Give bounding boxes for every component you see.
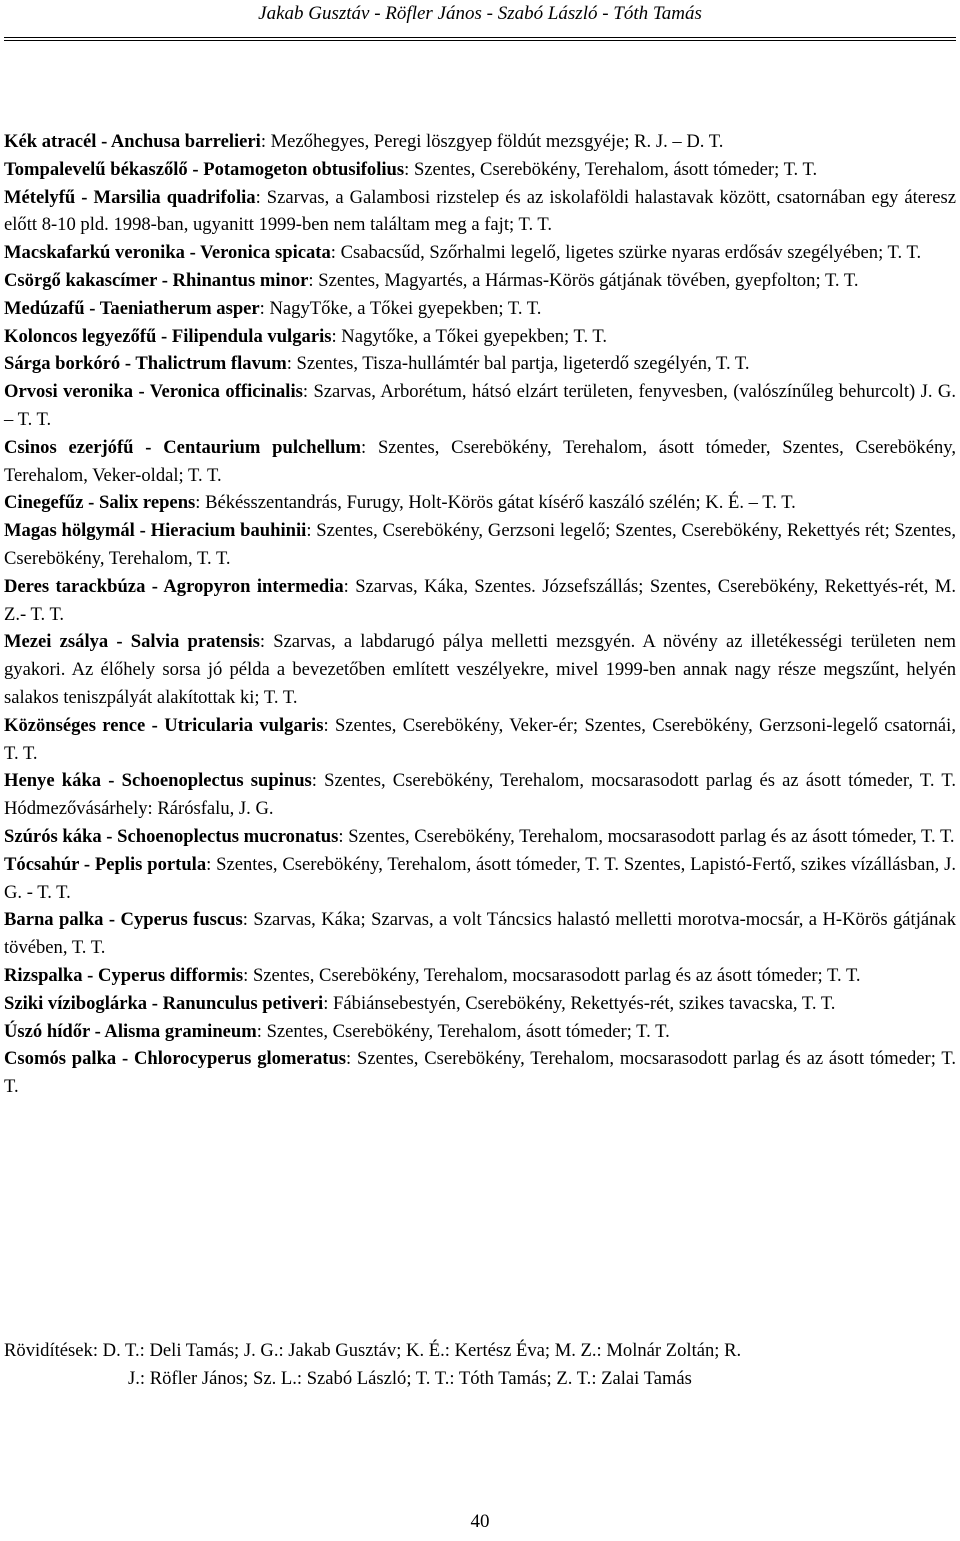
species-entry [4,712,956,768]
species-name: Magas hölgymál - Hieracium bauhinii [4,520,307,542]
species-name: Orvosi veronika - Veronica officinalis [4,381,303,403]
abbreviations-note [4,1337,956,1393]
species-entry [4,434,956,490]
species-localities: : Szentes, Cserebökény, Terehalom, mocsarasodott parlag és az ásott tómeder, T. T. [338,825,955,847]
species-entry [4,489,956,517]
species-localities: : Szentes, Magyartés, a Hármas-Körös gátjának tövében, gyepfolton; T. T. [308,269,859,291]
species-localities: : Szentes, Cserebökény, Veker-ér; Szentes, Cserebökény, Gerzsoni-legelő csatornái, T. T. [4,714,956,764]
species-name: Közönséges rence - Utricularia vulgaris [4,714,324,736]
species-name: Szúrós káka - Schoenoplectus mucronatus [4,825,339,847]
species-localities: : Szarvas, Káka, Szentes. Józsefszállás; Szentes, Cserebökény, Rekettyés-rét, M. Z.- T. T. [4,575,956,625]
species-name: Barna palka - Cyperus fuscus [4,909,243,931]
species-name: Csinos ezerjófű - Centaurium pulchellum [4,436,361,458]
species-name: Kék atracél - Anchusa barrelieri [4,131,261,152]
species-name: Macskafarkú veronika - Veronica spicata [4,242,331,264]
species-name: Koloncos legyezőfű - Filipendula vulgaris [4,325,332,347]
species-entry [4,128,956,156]
species-name: Mételyfű - Marsilia quadrifolia [4,186,256,208]
species-name: Mezei zsálya - Salvia pratensis [4,631,260,653]
species-entry [4,267,956,295]
species-localities: : NagyTőke, a Tőkei gyepekben; T. T. [259,297,542,319]
species-name: Csörgő kakascímer - Rhinantus minor [4,269,309,291]
header-rule [4,37,956,38]
species-localities: : Szentes, Cserebökény, Terehalom, mocsarasodott parlag és az ásott tómeder; T. T. [4,1048,956,1098]
species-name: Henye káka - Schoenoplectus supinus [4,770,312,792]
species-localities: : Fábiánsebestyén, Cserebökény, Rekettyés-rét, szikes tavacska, T. T. [323,992,836,1014]
species-entry [4,184,956,240]
species-localities: : Szentes, Tisza-hullámtér bal partja, ligeterdő szegélyén, T. T. [286,353,750,375]
species-localities: : Békésszentandrás, Furugy, Holt-Körös gátat kísérő kaszáló szélén; K. É. – T. T. [195,492,796,514]
species-entry [4,1045,956,1101]
species-entry [4,906,956,962]
species-name: Tompalevelű békaszőlő - Potamogeton obtusifolius [4,158,405,180]
species-localities: : Nagytőke, a Tőkei gyepekben; T. T. [331,325,608,347]
abbreviations-line-2: J.: Röfler János; Sz. L.: Szabó László; T. T.: Tóth Tamás; Z. T.: Zalai Tamás [128,1367,692,1389]
species-entry [4,628,956,711]
species-name: Csomós palka - Chlorocyperus glomeratus [4,1048,347,1070]
species-entry [4,517,956,573]
species-entry [4,378,956,434]
species-localities: : Mezőhegyes, Peregi löszgyep földút mezsgyéje; R. J. – D. T. [260,131,724,152]
species-entry [4,573,956,629]
species-localities: : Szentes, Cserebökény, Gerzsoni legelő; Szentes, Cserebökény, Rekettyés rét; Szentes, Cserebökény, Terehalom, T. T. [4,520,957,569]
species-localities: : Szarvas, a labdarugó pálya melletti mezsgyén. A növény az illetékességi területen nem gyakori. Az élőhely sorsa jó példa a bevezetőben említett veszélyekre, mivel 1999-ben annak nagy része megszűnt, helyén salakos teniszpályát alakítottak ki; T. T. [4,631,956,708]
species-entry [4,156,956,184]
species-name: Cinegefűz - Salix repens [4,492,196,514]
species-entry [4,239,956,267]
species-entry [4,851,956,907]
species-localities: : Szarvas, a Galambosi rizstelep és az iskolaföldi halastavak között, csatornában egy áteresz előtt 8-10 pld. 1998-ban, ugyanitt 1999-ben nem találtam meg a fajt; T. T. [4,186,956,236]
species-entry [4,990,956,1018]
species-entry [4,350,956,378]
running-header: Jakab Gusztáv - Röfler János - Szabó László - Tóth Tamás [258,3,702,24]
species-name: Tócsahúr - Peplis portula [4,853,207,875]
species-localities: : Szentes, Cserebökény, Terehalom, ásott tómeder; T. T. [256,1020,670,1042]
species-entry [4,295,956,323]
species-name: Medúzafű - Taeniatherum asper [4,297,260,319]
species-entry [4,1018,956,1046]
species-name: Rizspalka - Cyperus difformis [4,964,244,986]
species-entry [4,323,956,351]
species-localities: : Szarvas, Arborétum, hátsó elzárt területen, fenyvesben, (valószínűleg behurcolt) J. G. – T. T. [4,381,956,430]
species-localities: : Szarvas, Káka; Szarvas, a volt Táncsics halastó melletti morotva-mocsár, a H-Körös gátjának tövében, T. T. [4,909,956,959]
species-name: Sziki víziboglárka - Ranunculus petiveri [4,992,324,1014]
species-name: Deres tarackbúza - Agropyron intermedia [4,575,344,597]
species-localities: : Szentes, Cserebökény, Terehalom, ásott tómeder; T. T. [404,158,818,180]
header-rule-secondary [4,40,956,41]
species-localities: : Csabacsűd, Szőrhalmi legelő, ligetes szürke nyaras erdősáv szegélyében; T. T. [330,242,922,264]
page-number: 40 [470,1511,490,1532]
species-name: Úszó hídőr - Alisma gramineum [4,1020,257,1042]
abbreviations-line-1: Rövidítések: D. T.: Deli Tamás; J. G.: Jakab Gusztáv; K. É.: Kertész Éva; M. Z.: Molnár Zoltán; R. [4,1340,742,1361]
species-entry [4,962,956,990]
species-entry [4,767,956,823]
species-localities: : Szentes, Cserebökény, Terehalom, ásott tómeder, T. T. Szentes, Lapistó-Fertő, szikes vízállásban, J. G. - T. T. [4,853,956,903]
species-name: Sárga borkóró - Thalictrum flavum [4,353,287,375]
species-entry [4,823,956,851]
species-localities: : Szentes, Cserebökény, Terehalom, ásott tómeder, Szentes, Cserebökény, Terehalom, Veker-oldal; T. T. [4,436,957,486]
species-localities: : Szentes, Cserebökény, Terehalom, mocsarasodott parlag és az ásott tómeder; T. T. [243,964,861,986]
species-list [4,128,956,1101]
species-localities: : Szentes, Cserebökény, Terehalom, mocsarasodott parlag és az ásott tómeder, T. T. Hódmezővásárhely: Rárósfalu, J. G. [4,770,956,820]
